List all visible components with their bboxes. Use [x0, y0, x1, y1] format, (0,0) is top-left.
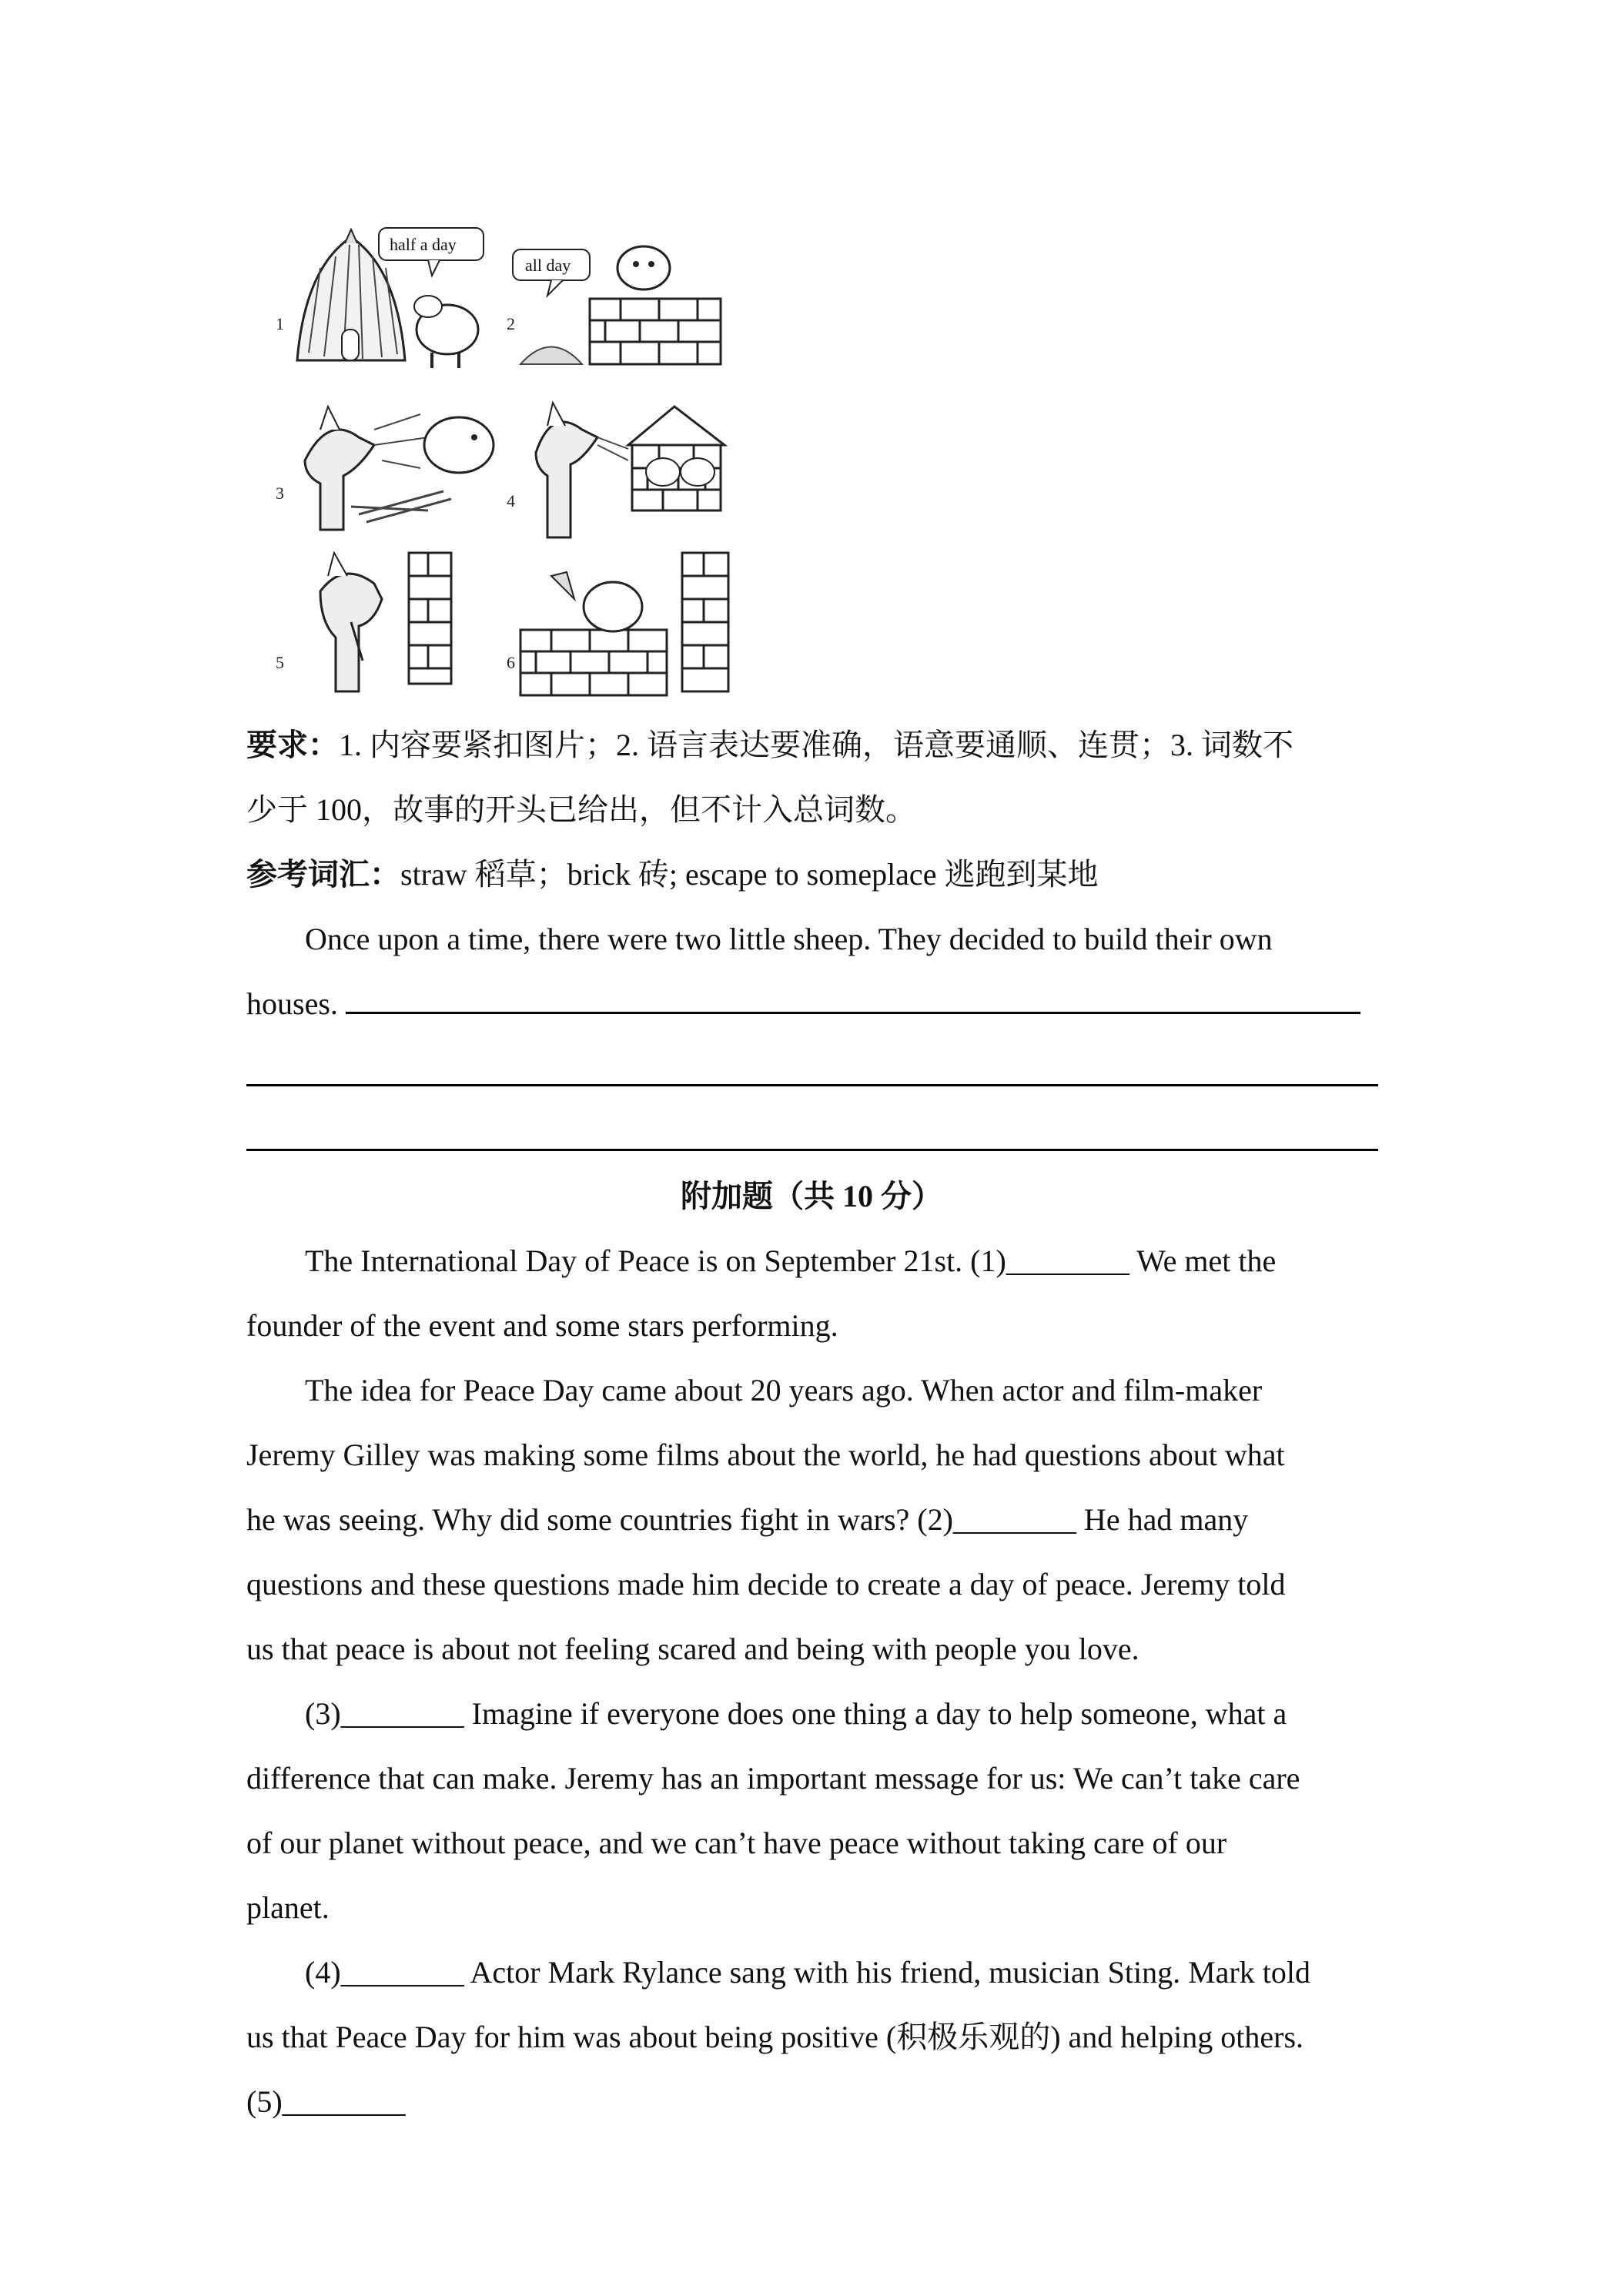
bonus-line: The International Day of Peace is on September 21st. (1)________ We met the: [305, 1243, 1277, 1278]
requirements-line-1: [246, 724, 1293, 767]
answer-line[interactable]: [346, 986, 1360, 1014]
bonus-line: (3)________ Imagine if everyone does one thing a day to help someone, what a: [305, 1696, 1287, 1731]
wolf-brick-house-icon: [505, 383, 736, 545]
panel-number: 1: [276, 314, 284, 333]
story-text-2: houses.: [246, 986, 338, 1021]
story-line-2: [246, 982, 1360, 1026]
vocab-text: straw 稻草；brick 砖; escape to someplace 逃跑到某地: [400, 857, 1099, 892]
answer-line[interactable]: [246, 1084, 1378, 1086]
story-picture: [274, 222, 736, 699]
panel-3-wolf-blows-straw: [274, 383, 505, 545]
bubble-half-a-day: half a day: [390, 235, 457, 254]
panel-2-brick-house: [505, 222, 736, 383]
panel-number: 3: [276, 484, 284, 503]
requirements-label: 要求：: [246, 728, 339, 762]
bonus-line: Jeremy Gilley was making some films about the world, he had questions about what: [246, 1438, 1285, 1472]
panel-number: 5: [276, 653, 284, 672]
bubble-all-day: all day: [525, 256, 571, 275]
bonus-line: us that peace is about not feeling scared and being with people you love.: [246, 1632, 1139, 1666]
sheep-building-icon: [505, 545, 736, 707]
panel-6-sheep-builds-wall: [505, 545, 736, 707]
panel-number: 4: [507, 491, 515, 510]
bonus-title: 附加题（共 10 分）: [681, 1179, 942, 1213]
panel-5-wolf-escapes: [274, 545, 505, 707]
straw-house-icon: [274, 222, 505, 383]
requirements-text-1: 1. 内容要紧扣图片；2. 语言表达要准确，语意要通顺、连贯；3. 词数不: [339, 728, 1293, 762]
vocab-line: [246, 853, 1098, 896]
bonus-line: of our planet without peace, and we can’t have peace without taking care of our: [246, 1826, 1227, 1860]
bonus-line: founder of the event and some stars performing.: [246, 1308, 838, 1343]
brick-house-icon: [505, 222, 736, 383]
requirements-line-2: 少于 100，故事的开头已给出，但不计入总词数。: [246, 792, 916, 827]
bonus-line: The idea for Peace Day came about 20 years ago. When actor and film-maker: [305, 1373, 1263, 1407]
panel-4-wolf-blows-brick-house: [505, 383, 736, 545]
bonus-line: difference that can make. Jeremy has an important message for us: We can’t take care: [246, 1761, 1300, 1796]
panel-number: 6: [507, 653, 515, 672]
panel-1-straw-house: [274, 222, 505, 383]
panel-number: 2: [507, 314, 515, 333]
wolf-icon: [274, 383, 505, 545]
wolf-escape-icon: [274, 545, 505, 707]
bonus-line: (5)________: [246, 2084, 406, 2119]
answer-line[interactable]: [246, 1149, 1378, 1151]
bonus-line: planet.: [246, 1890, 330, 1925]
story-line-1: Once upon a time, there were two little sheep. They decided to build their own: [305, 922, 1273, 956]
bonus-line: us that Peace Day for him was about being positive (积极乐观的) and helping others.: [246, 2020, 1304, 2054]
bonus-line: questions and these questions made him decide to create a day of peace. Jeremy told: [246, 1567, 1286, 1602]
vocab-label: 参考词汇：: [246, 857, 400, 892]
bonus-line: (4)________ Actor Mark Rylance sang with his friend, musician Sting. Mark told: [305, 1955, 1310, 1990]
bonus-line: he was seeing. Why did some countries fight in wars? (2)________ He had many: [246, 1502, 1249, 1537]
